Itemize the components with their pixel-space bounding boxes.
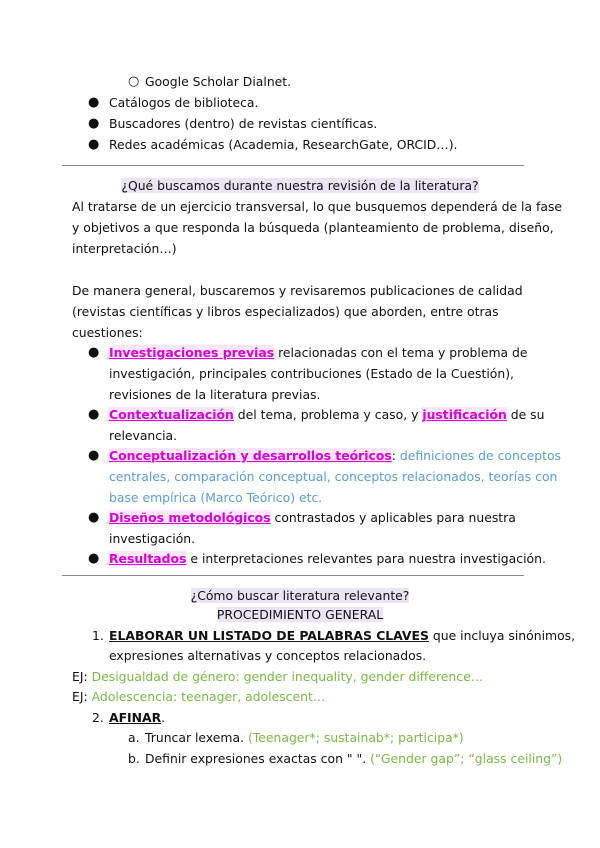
list-item-continuation: relevancia. [109,428,178,443]
paragraph-line: y objetivos a que responda la búsqueda (planteamiento de problema, diseño, [72,220,554,235]
bullet-icon: ● [88,95,100,110]
step-number: 1. [92,628,104,643]
bullet-icon: ● [88,448,100,463]
bullet-icon: ● [88,116,100,131]
paragraph-line: cuestiones: [72,325,143,340]
paragraph-line: (revistas científicas y libros especializados) que aborden, entre otras [72,304,499,319]
paragraph-line: interpretación…) [72,241,177,256]
horizontal-divider [62,165,524,166]
highlighted-term: Contextualización [109,407,234,422]
list-item: Contextualización del tema, problema y caso, y justificación de su [109,407,545,422]
step-number: 2. [92,710,104,725]
list-item: Resultados e interpretaciones relevantes para nuestra investigación. [109,551,546,566]
bullet-icon: ● [88,345,100,360]
section-heading: ¿Cómo buscar literatura relevante? [190,588,410,603]
sub-step-item: Truncar lexema. (Teenager*; sustainab*; participa*) [145,730,464,745]
highlighted-term: Diseños metodológicos [109,510,271,525]
paragraph-line: De manera general, buscaremos y revisaremos publicaciones de calidad [72,283,523,298]
bullet-icon: ● [88,137,100,152]
list-item: Conceptualización y desarrollos teóricos: definiciones de conceptos [109,448,562,463]
sub-step-label: a. [128,730,140,745]
highlighted-term: Conceptualización y desarrollos teóricos [109,448,392,463]
paragraph-line: Al tratarse de un ejercicio transversal, lo que busquemos dependerá de la fase [72,199,563,214]
sub-step-item: Definir expresiones exactas con " ". (“Gender gap”; “glass ceiling”) [145,751,563,766]
bullet-icon: ● [88,407,100,422]
list-item-continuation: revisiones de la literatura previas. [109,387,321,402]
sub-list-item: Google Scholar Dialnet. [145,74,292,89]
section-subheading: PROCEDIMIENTO GENERAL [216,607,384,622]
step-item: AFINAR. [109,710,166,725]
list-item: Redes académicas (Academia, ResearchGate, ORCID…). [109,137,458,152]
list-item: Buscadores (dentro) de revistas científicas. [109,116,378,131]
example-line: EJ: Adolescencia: teenager, adolescent… [72,689,326,704]
highlighted-term: justificación [422,407,507,422]
list-item: Investigaciones previas relacionadas con el tema y problema de [109,345,528,360]
sub-step-label: b. [128,751,140,766]
list-item: Catálogos de biblioteca. [109,95,259,110]
step-item: ELABORAR UN LISTADO DE PALABRAS CLAVES que incluya sinónimos, [109,628,576,643]
list-item-continuation: base empírica (Marco Teórico) etc. [109,490,323,505]
section-heading: ¿Qué buscamos durante nuestra revisión de la literatura? [121,178,479,193]
step-item-continuation: expresiones alternativas y conceptos relacionados. [109,648,427,663]
list-item-continuation: investigación. [109,531,196,546]
list-item: Diseños metodológicos contrastados y aplicables para nuestra [109,510,516,525]
highlighted-term: Resultados [109,551,187,566]
list-item-continuation: centrales, comparación conceptual, conceptos relacionados, teorías con [109,469,558,484]
horizontal-divider [62,575,524,576]
highlighted-term: Investigaciones previas [109,345,275,360]
list-item-continuation: investigación, principales contribuciones (Estado de la Cuestión), [109,366,514,381]
bullet-icon: ● [88,551,100,566]
circle-bullet-icon: ○ [128,74,140,89]
bullet-icon: ● [88,510,100,525]
example-line: EJ: Desigualdad de género: gender inequality, gender difference… [72,669,484,684]
